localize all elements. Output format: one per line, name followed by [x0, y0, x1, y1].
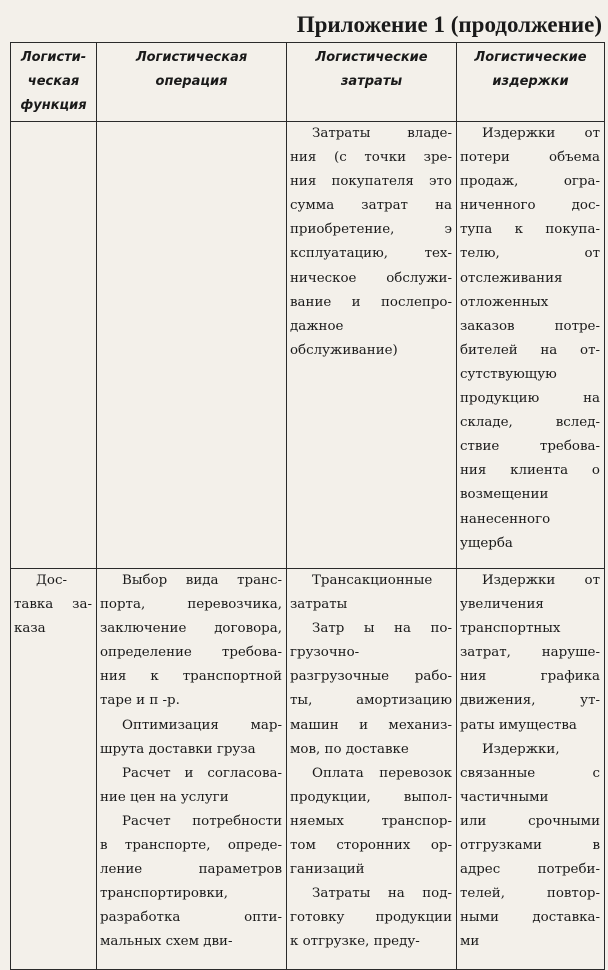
- cell-text-line: готовку продукции: [290, 910, 452, 926]
- cell-text-line: продукции, выпол-: [290, 789, 452, 805]
- header-cell: [97, 43, 287, 122]
- cell-text-line: Издержки от: [482, 126, 600, 141]
- cell-text-line: сумма затрат на: [290, 198, 452, 214]
- cell-text-line: нанесенного: [460, 511, 551, 527]
- table-cell: [11, 569, 97, 970]
- cell-text-line: дажное: [290, 318, 344, 334]
- cell-text-line: транспортных: [460, 621, 561, 637]
- cell-text-line: ниченного дос-: [460, 198, 600, 214]
- logistics-table: [10, 42, 605, 970]
- cell-text-line: Затраты на под-: [312, 886, 452, 902]
- cell-text-line: заказов потре-: [460, 318, 600, 334]
- cell-text-line: шрута доставки груза: [100, 741, 256, 757]
- cell-text-line: няемых транспор-: [290, 813, 452, 829]
- cell-text-line: отслеживания: [460, 270, 563, 286]
- header-cell: [287, 43, 457, 122]
- table-row: [11, 122, 605, 569]
- table-header-row: [11, 43, 605, 122]
- table-cell: [457, 569, 605, 970]
- cell-text-line: частичными: [460, 789, 549, 805]
- cell-text-line: Издержки,: [482, 741, 560, 757]
- cell-text-line: ущерба: [460, 535, 513, 551]
- cell-text-line: грузочно-: [290, 645, 360, 661]
- cell-text-line: затраты: [290, 597, 348, 613]
- cell-text-line: связанные с: [460, 765, 600, 781]
- cell-text-line: ние цен на услуги: [100, 789, 229, 805]
- cell-text-line: ния графика: [460, 669, 600, 685]
- cell-text-line: Расчет потребности: [122, 813, 282, 829]
- table-row: [11, 569, 605, 970]
- cell-text-line: Выбор вида транс-: [122, 573, 282, 588]
- cell-text-line: Затр ы на по-: [312, 621, 452, 637]
- cell-text-line: разгрузочные рабо-: [290, 669, 452, 685]
- cell-text-line: ми: [460, 934, 480, 950]
- cell-text-line: транспортировки,: [100, 886, 229, 902]
- cell-text-line: телю, от: [460, 246, 600, 262]
- table-cell: [97, 569, 287, 970]
- cell-text-line: определение требова-: [100, 645, 282, 661]
- header-cell: [11, 43, 97, 122]
- cell-text-line: отложенных: [460, 294, 549, 310]
- cell-text-line: Издержки от: [482, 573, 600, 588]
- cell-text-line: раты имущества: [460, 717, 577, 733]
- cell-text-line: складе, вслед-: [460, 415, 600, 431]
- header-line: издержки: [492, 74, 569, 89]
- cell-text-line: разработка опти-: [100, 910, 282, 926]
- cell-text-line: к отгрузке, преду-: [290, 934, 420, 950]
- table-cell: [11, 122, 97, 569]
- table-cell: [287, 569, 457, 970]
- cell-text-line: продукцию на: [460, 391, 600, 407]
- cell-text-line: заключение договора,: [100, 621, 282, 637]
- cell-text-line: машин и механиз-: [290, 717, 452, 733]
- cell-text-line: мов, по доставке: [290, 741, 409, 757]
- header-cell: [457, 43, 605, 122]
- cell-text-line: телей, повтор-: [460, 886, 600, 902]
- cell-text-line: затрат, наруше-: [460, 645, 600, 661]
- table-cell: [287, 122, 457, 569]
- cell-text-line: каза: [14, 621, 46, 637]
- cell-text-line: Оплата перевозок: [312, 765, 452, 781]
- header-line: Логисти-: [20, 50, 87, 65]
- cell-text-line: Затраты владе-: [312, 126, 452, 141]
- cell-text-line: обслуживание): [290, 342, 398, 358]
- cell-text-line: бителей на от-: [460, 342, 600, 358]
- cell-text-line: ление параметров: [100, 862, 282, 878]
- page-title: Приложение 1 (продолжение): [296, 12, 602, 37]
- cell-text-line: мальных схем дви-: [100, 934, 233, 950]
- cell-text-line: ния (с точки зре-: [290, 150, 452, 166]
- cell-text-line: возмещении: [460, 487, 549, 503]
- cell-text-line: адрес потреби-: [460, 862, 600, 878]
- cell-text-line: ными доставка-: [460, 910, 600, 926]
- header-line: Логистическая: [135, 50, 248, 65]
- header-line: Логистические: [474, 50, 587, 65]
- cell-text-line: в транспорте, опреде-: [100, 838, 282, 854]
- cell-text-line: сутствующую: [460, 366, 557, 382]
- cell-text-line: том сторонних ор-: [290, 838, 452, 854]
- cell-text-line: вание и послепро-: [290, 294, 452, 310]
- cell-text-line: ганизаций: [290, 862, 365, 878]
- cell-text-line: ты, амортизацию: [290, 693, 452, 709]
- cell-text-line: потери объема: [460, 150, 600, 166]
- header-line: операция: [155, 74, 228, 89]
- header-line: затраты: [340, 74, 403, 89]
- cell-text-line: тупа к покупа-: [460, 222, 600, 238]
- cell-text-line: продаж, огра-: [460, 174, 600, 190]
- cell-text-line: ния к транспортной: [100, 669, 282, 685]
- cell-text-line: движения, ут-: [460, 693, 600, 709]
- header-line: ческая: [27, 74, 80, 89]
- cell-text-line: отгрузками в: [460, 838, 600, 854]
- header-line: Логистические: [315, 50, 428, 65]
- cell-text-line: увеличения: [460, 597, 544, 613]
- cell-text-line: ническое обслужи-: [290, 270, 452, 286]
- cell-text-line: Дос-: [36, 573, 67, 588]
- cell-text-line: приобретение, э: [290, 222, 452, 238]
- cell-text-line: ния покупателя это: [290, 174, 452, 190]
- cell-text-line: Оптимизация мар-: [122, 717, 282, 733]
- table-cell: [457, 122, 605, 569]
- cell-text-line: Трансакционные: [312, 573, 433, 588]
- cell-text-line: Расчет и согласова-: [122, 765, 282, 781]
- header-line: функция: [20, 98, 87, 113]
- table-cell: [97, 122, 287, 569]
- cell-text-line: порта, перевозчика,: [100, 597, 282, 613]
- cell-text-line: таре и п -р.: [100, 693, 180, 709]
- cell-text-line: тавка за-: [14, 597, 92, 613]
- cell-text-line: ксплуатацию, тех-: [290, 246, 452, 262]
- cell-text-line: ния клиента о: [460, 463, 600, 479]
- cell-text-line: или срочными: [460, 813, 600, 829]
- cell-text-line: ствие требова-: [460, 439, 600, 455]
